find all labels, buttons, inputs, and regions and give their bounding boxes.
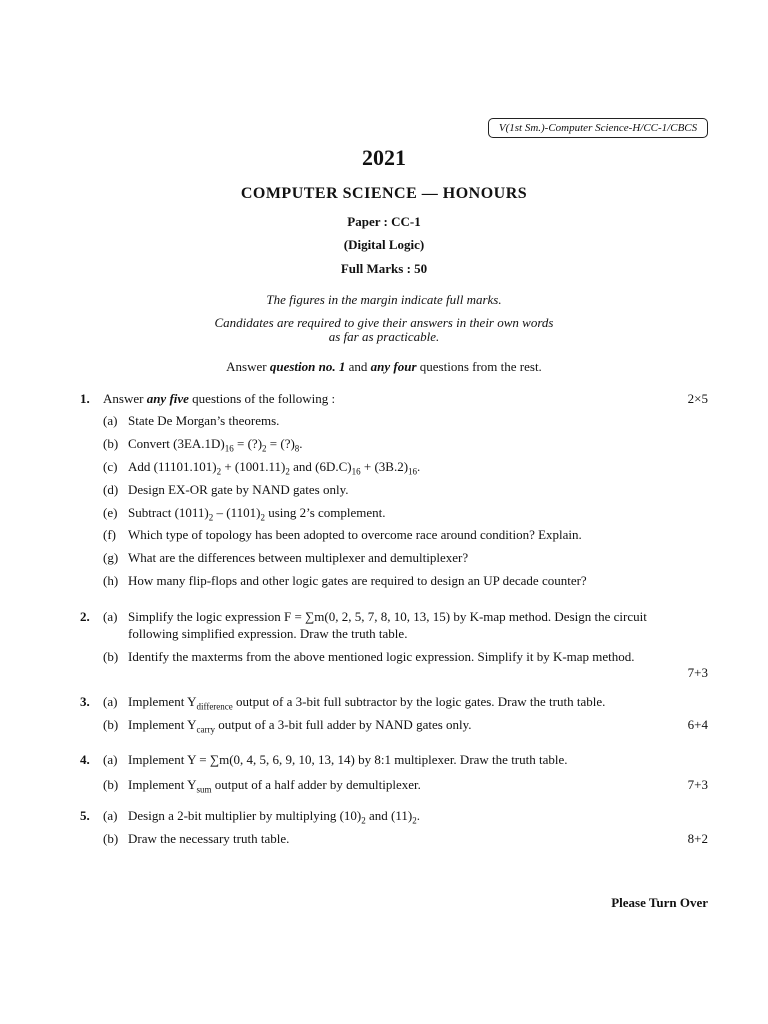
q5b-text: Draw the necessary truth table. [128,831,290,846]
instruction-margin: The figures in the margin indicate full marks. [266,292,502,307]
q4-marks: 7+3 [687,777,708,792]
q1b-text: Convert $(3EA.1D)_{16}$ = $(?)_2$ = $(?)_8$. [128,436,303,454]
q4a-text: Implement Y = ∑m(0, 4, 5, 6, 9, 10, 13, 14) by 8:1 multiplexer. Draw the truth table. [128,752,568,767]
q2a-line1: Simplify the logic expression F = ∑m(0, 2, 5, 7, 8, 10, 13, 15) by K-map method. Design the circuit [128,609,647,624]
paper-code-label: Paper : CC-1 [347,214,421,229]
q2b-text: Identify the maxterms from the above mentioned logic expression. Simplify it by K-map method. [128,649,635,664]
answer-instruction: Answer question no. 1 and any four questions from the rest. [226,359,542,374]
full-marks: Full Marks : 50 [340,261,428,276]
q3a-text: Implement $Y_{difference}$ output of a 3-bit full subtractor by the logic gates. Draw the truth table. [128,694,606,712]
q4b-text: Implement $Y_{sum}$ output of a half adder by demultiplexer. [128,777,421,795]
q3-marks: 6+4 [687,717,708,732]
q1e-text: Subtract $(1011)_2 - (1101)_2$ using 2’s complement. [128,505,386,523]
q1g-text: What are the differences between multiplexer and demultiplexer? [128,550,469,565]
q2a-line2: following simplified expression. Draw the truth table. [128,626,408,641]
please-turn-over: Please Turn Over [611,895,708,910]
exam-year: 2021 [362,145,406,170]
q1-intro: Answer any five questions of the following : [103,391,336,406]
q1c-text: Add $(11101.101)_2 + (1001.11)_2$ and $(6D.C)_{16} + (3B.2)_{16}$. [128,459,421,477]
q3b-text: Implement $Y_{carry}$ output of a 3-bit full adder by NAND gates only. [128,717,472,735]
q1d-text: Design EX-OR gate by NAND gates only. [128,482,349,497]
q2-marks: 7+3 [687,665,708,680]
q5a-text: Design a 2-bit multiplier by multiplying $(10)_2$ and $(11)_2$. [128,808,420,826]
instruction-practicable: as far as practicable. [328,329,440,344]
q5-marks: 8+2 [687,831,708,846]
paper-code: V(1st Sm.)-Computer Science-H/CC-1/CBCS [488,118,708,138]
q1a-text: State De Morgan’s theorems. [128,413,280,428]
q1h-text: How many flip-flops and other logic gates are required to design an UP decade counter? [128,573,587,588]
instruction-own-words: Candidates are required to give their answers in their own words [214,315,554,330]
subject-title: COMPUTER SCIENCE — HONOURS [240,185,528,202]
q1-marks: 2×5 [687,391,708,406]
q1f-text: Which type of topology has been adopted to overcome race around condition? Explain. [128,527,582,542]
paper-topic: (Digital Logic) [343,237,425,252]
